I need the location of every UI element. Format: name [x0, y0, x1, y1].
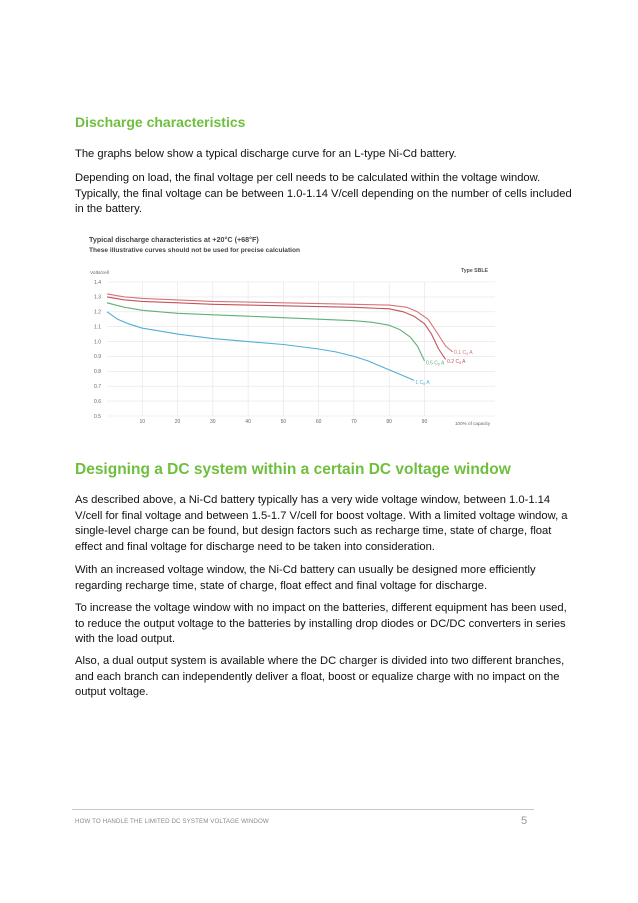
paragraph: Also, a dual output system is available where the DC charger is divided into two different branches, and each branch can independently deliver a float, boost or equalize charge with no impact on the output voltage. — [75, 655, 565, 698]
section-heading-discharge: Discharge characteristics — [75, 114, 246, 130]
discharge-chart-svg — [75, 228, 505, 428]
paragraph: To increase the voltage window with no impact on the batteries, different equipment has been used, to reduce the output voltage to the batteries by installing drop diodes or DC/DC converters in series with the load output. — [75, 602, 567, 645]
paragraph: With an increased voltage window, the Ni-Cd battery can usually be designed more efficiently regarding recharge time, state of charge, float effect and final voltage for discharge. — [75, 564, 536, 592]
x-tick-label: 10 — [139, 419, 146, 425]
x-tick-label: 30 — [210, 419, 216, 425]
x-tick-label: 60 — [315, 419, 322, 425]
y-tick-label: 0.9 — [94, 354, 101, 361]
chart-type-label: Type SBLE — [461, 268, 488, 274]
footer-divider — [72, 809, 534, 810]
x-tick-label: 50 — [280, 419, 287, 425]
chart-series-labels — [415, 350, 473, 386]
page-number: 5 — [521, 815, 528, 827]
paragraph: Depending on load, the final voltage per cell needs to be calculated within the voltage window. Typically, the final voltage can be between 1.0-1.14 V/cell depending on the number of cells included in the battery. — [75, 172, 572, 215]
y-tick-label: 1.1 — [94, 324, 101, 331]
y-tick-label: 0.8 — [94, 369, 101, 376]
series-label-3: 1 $C_5$ A — [415, 379, 430, 386]
chart-y-axis-label: Volts/cell — [90, 271, 109, 276]
series-label-2: 0.5 $C_5$ A — [425, 360, 445, 367]
footer-title: HOW TO HANDLE THE LIMITED DC SYSTEM VOLTAGE WINDOW — [75, 818, 269, 825]
chart-title: Typical discharge characteristics at +20°C (+68°F) — [89, 235, 259, 244]
y-tick-label: 1.4 — [94, 279, 101, 286]
y-tick-label: 0.5 — [94, 413, 101, 420]
paragraph: As described above, a Ni-Cd battery typically has a very wide voltage window, between 1.0-1.14 V/cell for final voltage and between 1.5-1.7 V/cell for boost voltage. With a limited voltage window, a single-level charge can be found, but design factors such as recharge time, state of charge, float effect and final voltage for discharge need to be taken into consideration. — [75, 494, 568, 553]
paragraph: The graphs below show a typical discharge curve for an L-type Ni-Cd battery. — [75, 148, 457, 160]
chart-subtitle: These illustrative curves should not be used for precise calculation — [89, 247, 301, 254]
y-tick-label: 1.3 — [94, 294, 101, 301]
chart-series — [107, 294, 453, 380]
discharge-chart — [75, 228, 505, 428]
y-tick-label: 1.0 — [94, 339, 101, 346]
section-heading-designing: Designing a DC system within a certain DC voltage window — [75, 461, 511, 478]
series-line-0 — [107, 294, 453, 352]
x-tick-label: 70 — [351, 419, 357, 425]
y-tick-label: 0.6 — [94, 398, 101, 405]
y-tick-label: 1.2 — [94, 309, 101, 316]
series-label-1: 0.2 $C_5$ A — [447, 358, 466, 365]
x-tick-label: 90 — [421, 419, 428, 425]
y-tick-label: 0.7 — [94, 384, 101, 391]
x-tick-label: 80 — [386, 419, 392, 425]
x-tick-label: 20 — [174, 419, 181, 425]
x-tick-label: 40 — [245, 419, 251, 425]
series-label-0: 0.1 $C_5$ A — [454, 349, 473, 356]
chart-x-axis-label: 100% of capacity — [455, 421, 490, 426]
